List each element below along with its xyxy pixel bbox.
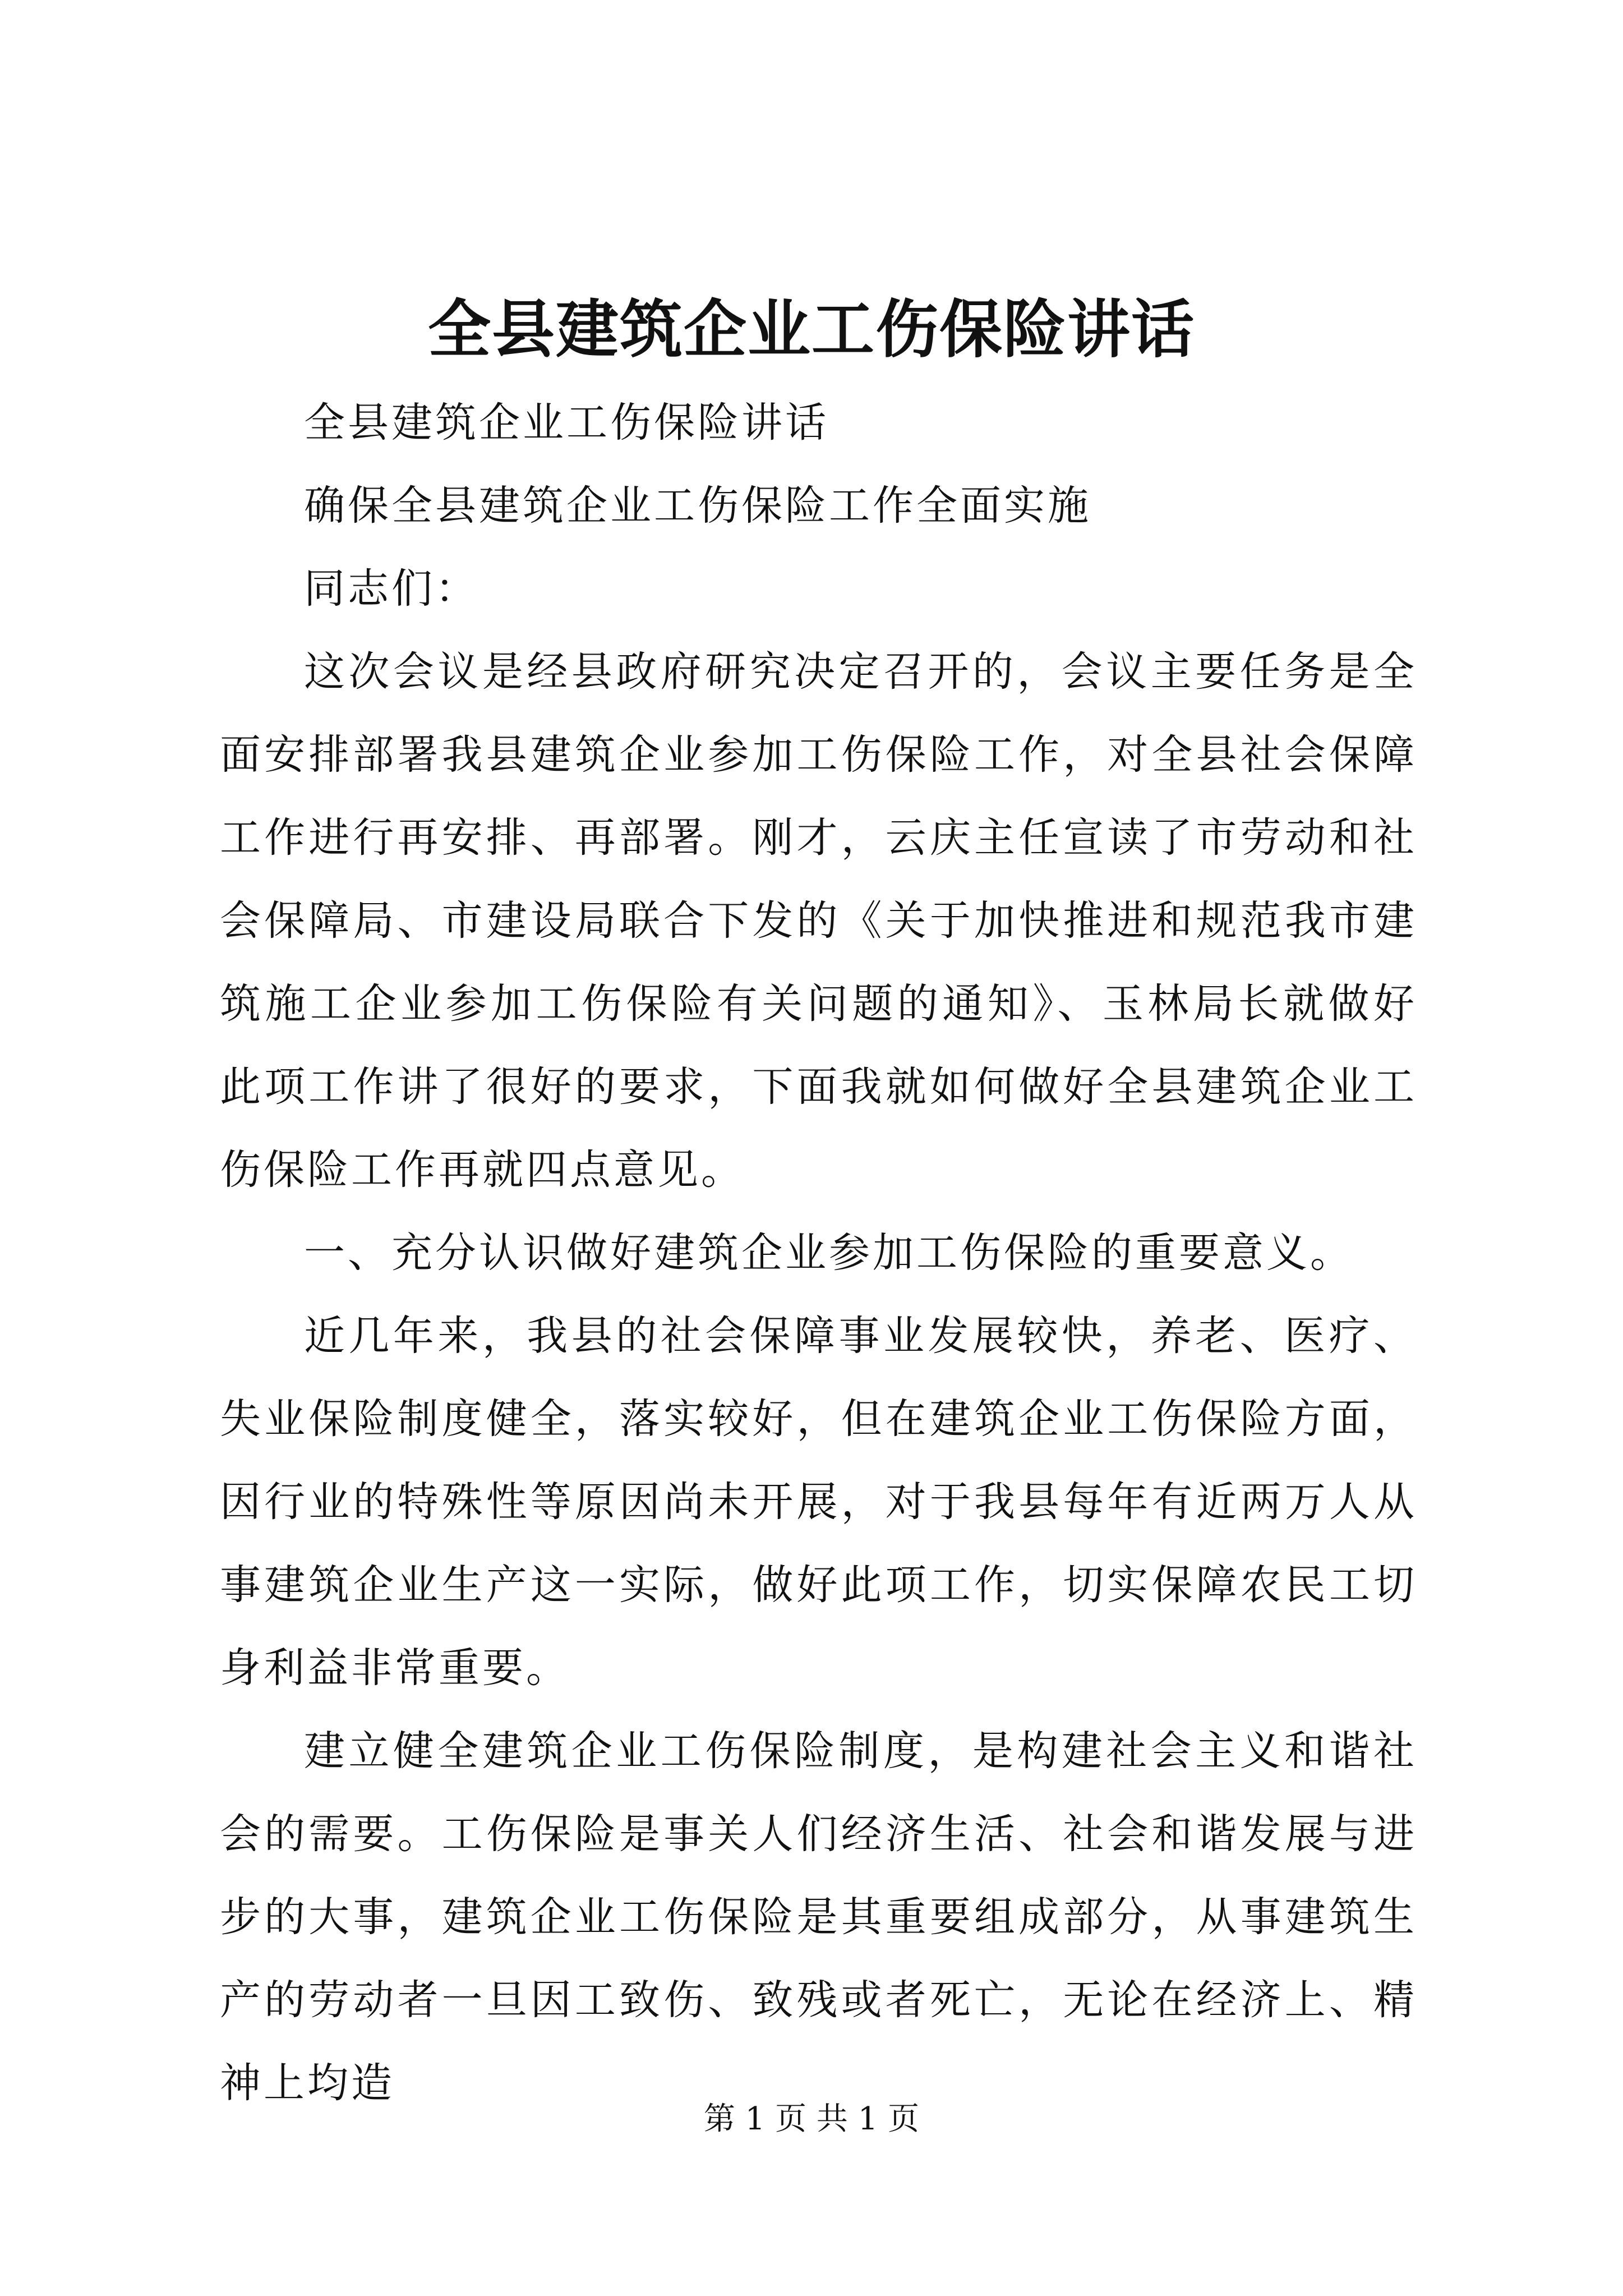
paragraph-intro: 这次会议是经县政府研究决定召开的，会议主要任务是全面安排部署我县建筑企业参加工伤保险工作，对全县社会保障工作进行再安排、再部署。刚才，云庆主任宣读了市劳动和社会保障局、市建设局联合下发的《关于加快推进和规范我市建筑施工企业参加工伤保险有关问题的通知》、玉林局长就做好此项工作讲了很好的要求，下面我就如何做好全县建筑企业工伤保险工作再就四点意见。 xyxy=(220,648,1417,1194)
page-footer: 第 1 页 共 1 页 xyxy=(703,2101,920,2137)
document-title: 全县建筑企业工伤保险讲话 xyxy=(428,293,1195,366)
paragraph-subtitle: 确保全县建筑企业工伤保险工作全面实施 xyxy=(304,482,1091,530)
paragraph-significance: 建立健全建筑企业工伤保险制度，是构建社会主义和谐社会的需要。工伤保险是事关人们经济生活、社会和谐发展与进步的大事，建筑企业工伤保险是其重要组成部分，从事建筑生产的劳动者一旦因工致伤、致残或者死亡，无论在经济上、精神上均造 xyxy=(220,1727,1417,2107)
paragraph-background: 近几年来，我县的社会保障事业发展较快，养老、医疗、失业保险制度健全，落实较好，但在建筑企业工伤保险方面，因行业的特殊性等原因尚未开展，对于我县每年有近两万人从事建筑企业生产这一实际，做好此项工作，切实保障农民工切身利益非常重要。 xyxy=(220,1312,1417,1692)
paragraph-heading: 全县建筑企业工伤保险讲话 xyxy=(304,399,829,447)
paragraph-salutation: 同志们： xyxy=(304,565,479,613)
document-body xyxy=(220,381,1417,2125)
paragraph-section-1: 一、充分认识做好建筑企业参加工伤保险的重要意义。 xyxy=(304,1229,1354,1277)
